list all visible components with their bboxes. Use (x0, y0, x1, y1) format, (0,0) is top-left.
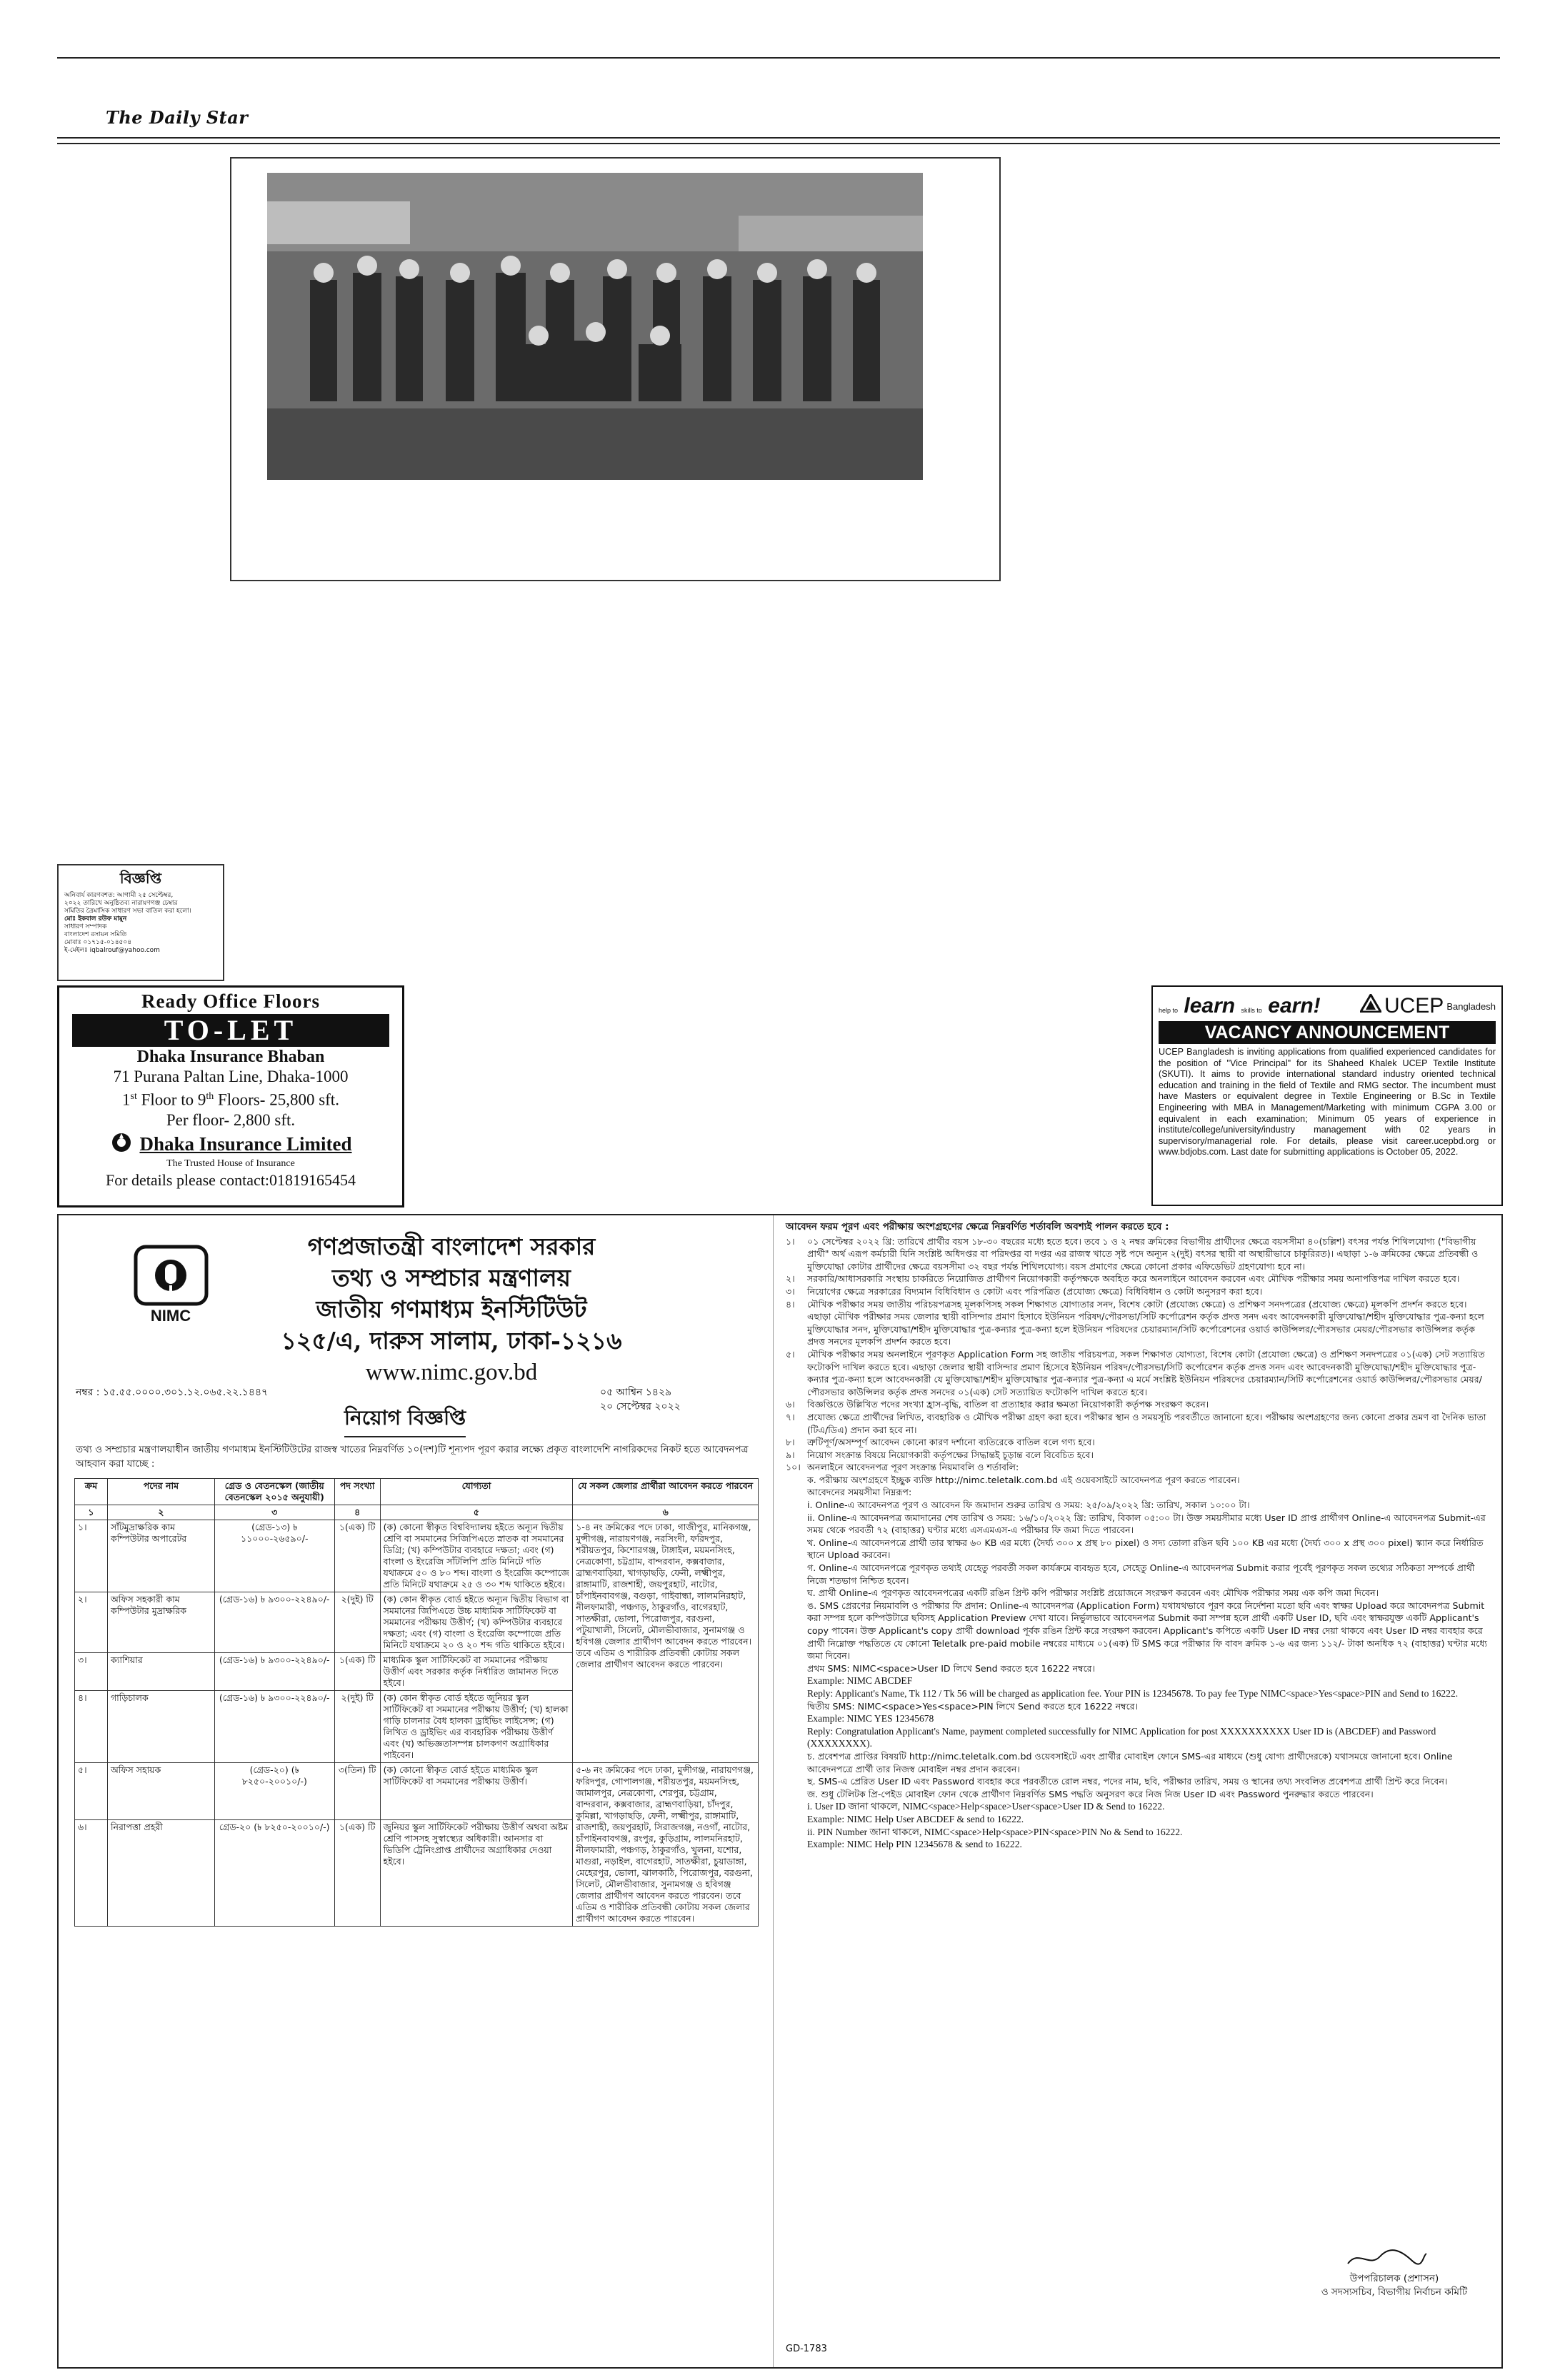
row-districts: ১-৪ নং ক্রমিকের পদে ঢাকা, গাজীপুর, মানিকগঞ্জ, মুন্সীগঞ্জ, নারায়ণগঞ্জ, নরসিংদী, ফরিদপুর, শরীয়তপুর, কিশোরগঞ্জ, টাঙ্গাইল, ময়মনসিংহ, নেত্রকোণা, চট্টগ্রাম, বান্দরবান, কক্সবাজার, ব্রাহ্মণবাড়িয়া, খাগড়াছড়ি, ফেনী, লক্ষ্মীপুর, রাঙ্গামাটি, রাজশাহী, জয়পুরহাট, নাটোর, চাঁপাইনবাবগঞ্জ, বগুড়া, গাইবান্ধা, লালমনিরহাট, নীলফামারী, পঞ্চগড়, ঠাকুরগাঁও, বাগেরহাট, সাতক্ষীরা, ভোলা, পিরোজপুর, বরগুনা, পটুয়াখালী, সিলেট, মৌলভীবাজার, সুনামগঞ্জ ও হবিগঞ্জ জেলার প্রার্থীগণ আবেদন করতে পারবেন। তবে এতিম ও শারীরিক প্রতিবন্ধী কোটায় সকল জেলার প্রার্থীগণ আবেদন করতে পারবেন। (573, 1520, 759, 1763)
ucep-header (1153, 987, 1501, 1018)
building-name: Dhaka Insurance Bhaban (136, 1048, 325, 1066)
tolet-banner: TO-LET (72, 1014, 389, 1047)
signatory-role: ও সদস্যসচিব, বিভাগীয় নির্বাচন কমিটি (1321, 2286, 1468, 2298)
column-index: ৫ (380, 1505, 573, 1520)
condition-item: ১। ০১ সেপ্টেম্বর ২০২২ খ্রি: তারিখে প্রার্থীর বয়স ১৮-৩০ বছরের মধ্যে হতে হবে। তবে ১ ও ২ নম্বর ক্রমিকের বিভাগীয় প্রার্থীদের ক্ষেত্রে বয়সসীমা ৪০(চল্লিশ) বৎসর পর্যন্ত শিথিলযোগ্য ("বিভাগীয় প্রার্থী" অর্থ এরূপ কর্মচারী যিনি সংশ্লিষ্ট অধিদপ্তর বা পরিদপ্তর বা দপ্তর এর রাজস্ব খাতে সৃষ্ট পদে অন্যূন ২(দুই) বৎসর স্থায়ী বা অস্থায়ীভাবে চাকুরিরত)। এছাড়া ১-৬ ক্রমিকের ক্ষেত্রে প্রতিবন্ধী ও মুক্তিযোদ্ধা কোটার প্রার্থীদের ক্ষেত্রে বয়সসীমা ৩২ বছর পর্যন্ত শিথিলযোগ্য। বয়স প্রমাণের ক্ষেত্রে কোনো প্রকার এফিডেভিট গ্রহণযোগ্য হবে না। (786, 1235, 1479, 1272)
table-header: পদ সংখ্যা (334, 1479, 380, 1505)
row-serial: ৬। (75, 1819, 108, 1926)
row-grade: গ্রেড-২০ (৳ ৮২৫০-২০০১০/-) (214, 1819, 334, 1926)
row-post: অফিস সহকারী কাম কম্পিউটার মুদ্রাক্ষরিক (107, 1592, 214, 1653)
short-notice-title: বিজ্ঞপ্তি (119, 870, 162, 887)
row-grade: (গ্রেড-১৬) ৳ ৯৩০০-২২৪৯০/- (214, 1592, 334, 1653)
online-instruction: আবেদনের সময়সীমা নিম্নরূপ: (807, 1487, 912, 1498)
short-notice-line: বাংলাদেশ রসায়ন সমিতি (64, 931, 127, 938)
floor-info: 1st Floor to 9th Floors- 25,800 sft. (122, 1090, 339, 1109)
circular-header (237, 1231, 666, 1388)
sms-example: Example: NIMC Help PIN 12345678 & send to 16222. (807, 1839, 1022, 1850)
signatory-title: উপপরিচালক (প্রশাসন) (1349, 2273, 1439, 2284)
row-qualification: মাধ্যমিক স্কুল সার্টিফিকেট বা সমমানের পরীক্ষায় উত্তীর্ণ এবং সরকার কর্তৃক নির্ধারিত জামানত দিতে হইবে। (380, 1653, 573, 1691)
sms-help: ii. PIN Number জানা থাকলে, NIMC<space>Help<space>PIN<space>PIN No & Send to 16222. (807, 1826, 1183, 1837)
column-index: ৬ (573, 1505, 759, 1520)
row-count: ১(এক) টি (334, 1520, 380, 1592)
triangle-logo-icon (1360, 994, 1381, 1018)
row-count: ২(দুই) টি (334, 1691, 380, 1763)
row-count: ১(এক) টি (334, 1819, 380, 1926)
short-notice-line: ই-মেইলঃ iqbalrouf@yahoo.com (64, 947, 160, 954)
table-row (75, 1763, 759, 1820)
table-header: যোগ্যতা (380, 1479, 573, 1505)
per-floor: Per floor- 2,800 sft. (166, 1110, 296, 1129)
column-index: ১ (75, 1505, 108, 1520)
column-index: ৩ (214, 1505, 334, 1520)
row-count: ৩(তিন) টি (334, 1763, 380, 1820)
online-instruction: ii. Online-এ আবেদনপত্র জমাদানের শেষ তারিখ ও সময়: ১৬/১০/২০২২ খ্রি: তারিখ, বিকাল ০৫:০০ টা। উক্ত সময়সীমার মধ্যে User ID প্রাপ্ত প্রার্থীগণ Online-এ আবেদনপত্র Submit-এর সময় থেকে পরবর্তী ৭২ (বাহাত্তর) ঘণ্টার মধ্যে এসএমএস-এ পরীক্ষার ফি জমা দিতে পারবেন। (807, 1512, 1486, 1536)
table-header: পদের নাম (107, 1479, 214, 1505)
table-header: ক্রম (75, 1479, 108, 1505)
row-count: ২(দুই) টি (334, 1592, 380, 1653)
photo-frame (230, 157, 1001, 581)
institute-website: www.nimc.gov.bd (365, 1360, 538, 1385)
row-serial: ১। (75, 1520, 108, 1592)
sms-reply: Reply: Applicant's Name, Tk 112 / Tk 56 will be charged as application fee. Your PIN is 12345678. To pay fee Type NIMC<space>Yes<space>PIN and Send to 16222. (807, 1687, 1459, 1699)
column-index: ২ (107, 1505, 214, 1520)
condition-item: ১০। অনলাইনে আবেদনপত্র পূরণ সংক্রান্ত নিয়মাবলি ও শর্তাবলি: (786, 1462, 1019, 1473)
signatory-block (1309, 2272, 1480, 2299)
contact-line: For details please contact:01819165454 (105, 1170, 356, 1189)
sms-example: Example: NIMC ABCDEF (807, 1675, 913, 1687)
nimc-circular (57, 1214, 1503, 2369)
online-instruction: জ. শুধু টেলিটক প্রি-পেইড মোবাইল ফোন থেকে প্রার্থীগণ নিম্নবর্ণিত SMS পদ্ধতি অনুসরণ করে নিজ নিজ User ID এবং Password পুনরুদ্ধার করতে পারবেন। (807, 1788, 1374, 1799)
condition-item: ৮। ত্রুটিপূর্ণ/অসম্পূর্ণ আবেদন কোনো কারণ দর্শানো ব্যতিরেকে বাতিল বলে গণ্য হবে। (786, 1437, 1095, 1448)
short-notice (57, 864, 224, 981)
row-post: ক্যাশিয়ার (107, 1653, 214, 1691)
table-header: গ্রেড ও বেতনস্কেল (জাতীয় বেতনস্কেল ২০১৫ অনুযায়ী) (214, 1479, 334, 1505)
company-name: Dhaka Insurance Limited (139, 1133, 352, 1155)
short-notice-line: ২০২২ তারিখে অনুষ্ঠিতব্য নারায়ণগঞ্জ চেম্বার (64, 900, 178, 907)
row-post: সাঁটমুদ্রাক্ষরিক কাম কম্পিউটার অপারেটর (107, 1520, 214, 1592)
online-instruction: ঘ. প্রার্থী Online-এ পূরণকৃত আবেদনপত্রের একটি রঙিন প্রিন্ট কপি পরীক্ষার সংশ্লিষ্ট প্রয়োজনে সংরক্ষণ করবেন এবং মৌখিক পরীক্ষার সময় এক কপি জমা দিবেন। (807, 1587, 1379, 1599)
online-instruction: i. Online-এ আবেদনপত্র পূরণ ও আবেদন ফি জমাদান শুরুর তারিখ ও সময়: ২৫/০৯/২০২২ খ্রি: তারিখ, সকাল ১০:০০ টা। (807, 1500, 1250, 1511)
row-serial: ৪। (75, 1691, 108, 1763)
row-serial: ২। (75, 1592, 108, 1653)
row-qualification: (ক) কোনো স্বীকৃত বিশ্ববিদ্যালয় হইতে অন্যূন দ্বিতীয় শ্রেণি বা সমমানের সিজিপিএতে স্নাতক বা সমমানের ডিগ্রি; (খ) কম্পিউটার ব্যবহারে দক্ষতা; এবং (গ) বাংলা ও ইংরেজি সাঁটলিপি প্রতি মিনিটে গতি যথাক্রমে ৫০ ও ৮০ শব্দ। বাংলা ও ইংরেজি কম্পোজে প্রতি মিনিটে যথাক্রমে ২৫ ও ৩০ শব্দ থাকিতে হইবে। (380, 1520, 573, 1592)
insurance-ad (57, 985, 404, 1207)
condition-item: ৩। নিয়োগের ক্ষেত্রে সরকারের বিদ্যমান বিধিবিধান ও কোটা এবং পরিপত্রিত (প্রযোজ্য ক্ষেত্রে) বিধিবিধান ও কোটা অনুসরণ করা হবে। (786, 1285, 1263, 1297)
building-address: 71 Purana Paltan Line, Dhaka-1000 (113, 1068, 349, 1085)
vacancy-table (74, 1478, 759, 1927)
event-photo (267, 173, 923, 480)
short-notice-line: অনিবার্য কারণবশত: আগামী ২৫ সেপ্টেম্বর, (64, 892, 174, 899)
ministry-title: তথ্য ও সম্প্রচার মন্ত্রণালয় (332, 1264, 571, 1292)
row-serial: ৩। (75, 1653, 108, 1691)
row-grade: (গ্রেড-১৬) ৳ ৯৩০০-২২৪৯০/- (214, 1653, 334, 1691)
ucep-ad (1151, 985, 1503, 1206)
company-tagline: The Trusted House of Insurance (166, 1158, 295, 1169)
short-notice-line: মোবাঃ ০১৭১৫-০১৪৫০৪ (64, 939, 132, 946)
nimc-logo (130, 1244, 212, 1326)
conditions-column (786, 1221, 1493, 1851)
condition-item: ৫। মৌখিক পরীক্ষার সময় অনলাইনে পূরণকৃত Application Form সহ জাতীয় পরিচয়পত্র, সকল শিক্ষাগত যোগ্যতা, বিশেষ কোটা (প্রযোজ্য ক্ষেত্রে) ও প্রশিক্ষণ সনদপত্রের ০১(এক) সেট সত্যায়িত ফটোকপি দাখিল করতে হবে। এছাড়া জেলার স্থায়ী বাসিন্দার প্রমাণ হিসেবে ইউনিয়ন পরিষদ/পৌরসভা/সিটি কর্পোরেশন কর্তৃক প্রদত্ত সনদ এবং আবেদনকারী মুক্তিযোদ্ধা/শহীদ মুক্তিযোদ্ধার পুত্র-কন্যার পুত্র-কন্যা হলে আবেদনকারী যে মুক্তিযোদ্ধা/শহীদ মুক্তিযোদ্ধার পুত্র-কন্যার পুত্র-কন্যা এ মর্মে সংশ্লিষ্ট ইউনিয়ন পরিষদের চেয়ারম্যান/সিটি কর্পোরেশনের ওয়ার্ড কাউন্সিলর/পৌরসভার মেয়র/পৌরসভার কাউন্সিলর কর্তৃক প্রদত্ত সনদের ০১(এক) সেট সত্যায়িত ফটোকপি দাখিল করতে হবে। (786, 1348, 1485, 1397)
vacancy-title: VACANCY ANNOUNCEMENT (1159, 1021, 1496, 1044)
govt-title: গণপ্রজাতন্ত্রী বাংলাদেশ সরকার (307, 1232, 596, 1260)
condition-item: ৬। বিজ্ঞপ্তিতে উল্লিখিত পদের সংখ্যা হ্রাস-বৃদ্ধি, বাতিল বা প্রত্যাহার করার ক্ষমতা নিয়োগকারী কর্তৃপক্ষ সংরক্ষণ করেন। (786, 1399, 1209, 1410)
signature (1344, 2248, 1430, 2269)
ucep-slogan: help to learn skills to earn! (1159, 994, 1321, 1018)
sms-help: i. User ID জানা থাকলে, NIMC<space>Help<space>User<space>User ID & Send to 16222. (807, 1801, 1165, 1812)
ad-headline: Ready Office Floors (141, 990, 320, 1012)
gd-number: GD-1783 (786, 2344, 827, 2354)
nimc-logo-text: NIMC (150, 1307, 191, 1325)
sms-reply: Reply: Congratulation Applicant's Name, payment completed successfully for NIMC Application for post XXXXXXXXXX User ID is (ABCDEF) and Password (XXXXXXXX). (807, 1725, 1436, 1749)
condition-item: ২। সরকারি/আধাসরকারি সংস্থায় চাকরিতে নিয়োজিত প্রার্থীগণ নিয়োগকারী কর্তৃপক্ষকে অবহিত করে অনলাইনে আবেদন করবেন এবং মৌখিক পরীক্ষার সময় অনাপত্তিপত্র দাখিল করতে হবে। (786, 1273, 1460, 1285)
column-divider (773, 1215, 774, 2367)
table-header: যে সকল জেলার প্রার্থীরা আবেদন করতে পারবেন (573, 1479, 759, 1505)
masthead-rule (57, 137, 1500, 139)
condition-item: ৯। নিয়োগ সংক্রান্ত বিষয়ে নিয়োগকারী কর্তৃপক্ষের সিদ্ধান্তই চূড়ান্ত বলে বিবেচিত হবে। (786, 1449, 1094, 1460)
table-row (75, 1520, 759, 1592)
memo-number: নম্বর : ১৫.৫৫.০০০০.৩০১.১২.০৬৫.২২.১৪৪৭ (76, 1387, 269, 1398)
table-header-row (75, 1479, 759, 1505)
date-english: ২০ সেপ্টেম্বর ২০২২ (600, 1401, 681, 1412)
row-qualification: জুনিয়র স্কুল সার্টিফিকেট পরীক্ষায় উত্তীর্ণ অথবা অষ্টম শ্রেণি পাসসহ সুস্বাস্থ্যের অধিকারী। আনসার বা ভিডিপি ট্রেনিংপ্রাপ্ত প্রার্থীদের অগ্রাধিকার দেওয়া হইবে। (380, 1819, 573, 1926)
online-instruction: ক. পরীক্ষায় অংশগ্রহণে ইচ্ছুক ব্যক্তি http://nimc.teletalk.com.bd এই ওয়েবসাইটে আবেদনপত্র পূরণ করতে পারবেন। (807, 1474, 1240, 1485)
date-bangla: ০৫ আশ্বিন ১৪২৯ (600, 1387, 672, 1398)
online-instruction: ছ. SMS-এ প্রেরিত User ID এবং Password ব্যবহার করে পরবর্তীতে রোল নম্বর, পদের নাম, ছবি, পরীক্ষার তারিখ, সময় ও স্থানের তথ্য সংবলিত প্রবেশপত্র প্রার্থী প্রিন্ট করে নিবেন। (807, 1776, 1448, 1787)
online-instruction: ঙ. SMS প্রেরণের নিয়মাবলি ও পরীক্ষার ফি প্রদান: Online-এ আবেদনপত্র (Application Form) যথাযথভাবে পূরণ করে নির্দেশনা মতো ছবি এবং স্বাক্ষর Upload করে আবেদনপত্র Submit করা সম্পন্ন হলে কম্পিউটারে ছবিসহ Application Preview দেখা যাবে। নির্ভুলভাবে আবেদনপত্র Submit করা সম্পন্ন হলে প্রার্থী একটি User ID, ছবি এবং স্বাক্ষরযুক্ত একটি Applicant's copy পাবেন। উক্ত Applicant's copy প্রার্থী download পূর্বক রঙিন প্রিন্ট করে সংরক্ষণ করবেন। Applicant's কপিতে একটি User ID নম্বর দেয়া থাকবে এবং User ID নম্বর ব্যবহার করে প্রার্থী নিম্নোক্ত পদ্ধতিতে যে কোনো Teletalk pre-paid mobile নম্বরের মাধ্যমে ০১(এক) টি SMS করে পরীক্ষার ফি বাবদ ক্রমিক ১-৬ এর জন্য ১১২/- টাকা অনধিক ৭২ (বাহাত্তর) ঘণ্টার মধ্যে জমা দিবেন। (807, 1600, 1488, 1662)
institute-address: ১২৫/এ, দারুস সালাম, ঢাকা-১২১৬ (281, 1327, 622, 1355)
notice-title: নিয়োগ বিজ্ঞপ্তি (344, 1402, 466, 1437)
online-instruction: দ্বিতীয় SMS: NIMC<space>Yes<space>PIN লিখে Send করতে হবে 16222 নম্বরে। (807, 1700, 1139, 1712)
masthead-rule-2 (57, 143, 1500, 144)
top-rule (57, 57, 1500, 59)
company-row (59, 1132, 402, 1157)
online-instruction: প্রথম SMS: NIMC<space>User ID লিখে Send করতে হবে 16222 নম্বরে। (807, 1662, 1096, 1674)
row-count: ১(এক) টি (334, 1653, 380, 1691)
sms-example: Example: NIMC Help User ABCDEF & send to 16222. (807, 1813, 1024, 1824)
row-serial: ৫। (75, 1763, 108, 1820)
row-qualification: (ক) কোনো স্বীকৃত বোর্ড হইতে মাধ্যমিক স্কুল সার্টিফিকেট বা সমমানের পরীক্ষায় উত্তীর্ণ। (380, 1763, 573, 1820)
institute-title: জাতীয় গণমাধ্যম ইনস্টিটিউট (316, 1295, 587, 1323)
row-post: নিরাপত্তা প্রহরী (107, 1819, 214, 1926)
ucep-brand: UCEP Bangladesh (1360, 994, 1496, 1018)
notice-intro: তথ্য ও সম্প্রচার মন্ত্রণালয়াধীন জাতীয় গণমাধ্যম ইনস্টিটিউটের রাজস্ব খাতের নিম্নবর্ণিত ১০(দশ)টি শূন্যপদ পূরণ করার লক্ষ্যে প্রকৃত বাংলাদেশি নাগরিকদের নিকট হতে আবেদনপত্র আহবান করা যাচ্ছে : (76, 1444, 749, 1470)
online-instruction: গ. Online-এ আবেদনপত্রে পূরণকৃত তথ্যই যেহেতু পরবর্তী সকল কার্যক্রমে ব্যবহৃত হবে, সেহেতু Online-এ আবেদনপত্র Submit করার পূর্বেই পূরণকৃত সকল তথ্যের সঠিকতা সম্পর্কে প্রার্থী নিজে শতভাগ নিশ্চিত হবেন। (807, 1562, 1475, 1586)
row-grade: (গ্রেড-২০) (৳ ৮২৫০-২০০১০/-) (214, 1763, 334, 1820)
row-post: অফিস সহায়ক (107, 1763, 214, 1820)
insurance-logo-icon (109, 1132, 134, 1157)
online-instruction: চ. প্রবেশপত্র প্রাপ্তির বিষয়টি http://nimc.teletalk.com.bd ওয়েবসাইটে এবং প্রার্থীর মোবাইল ফোনে SMS-এর মাধ্যমে (শুধু যোগ্য প্রার্থীদেরকে) যথাসময়ে জানানো হবে। Online আবেদনপত্রে প্রার্থী তার নিজস্ব মোবাইল নম্বর প্রদান করবেন। (807, 1750, 1453, 1774)
row-post: গাড়িচালক (107, 1691, 214, 1763)
short-notice-line: মোঃ ইকবাল রউফ মামুন (64, 915, 127, 923)
row-grade: (গ্রেড-১৬) ৳ ৯৩০০-২২৪৯০/- (214, 1691, 334, 1763)
row-qualification: (ক) কোন স্বীকৃত বোর্ড হইতে জুনিয়র স্কুল সার্টিফিকেট বা সমমানের পরীক্ষায় উত্তীর্ণ; (খ) হালকা গাড়ি চালনার বৈধ হালকা ড্রাইভিং লাইসেন্স; (গ) লিখিত ও ড্রাইভিং এর ব্যবহারিক পরীক্ষায় উত্তীর্ণ এবং (ঘ) অভিজ্ঞতাসম্পন্ন চালকগণ অগ্রাধিকার পাইবেন। (380, 1691, 573, 1763)
row-districts: ৫-৬ নং ক্রমিকের পদে ঢাকা, মুন্সীগঞ্জ, নারায়ণগঞ্জ, ফরিদপুর, গোপালগঞ্জ, শরীয়তপুর, ময়মনসিংহ, জামালপুর, নেত্রকোণা, শেরপুর, চট্টগ্রাম, বান্দরবান, কক্সবাজার, ব্রাহ্মণবাড়িয়া, চাঁদপুর, কুমিল্লা, খাগড়াছড়ি, ফেনী, লক্ষ্মীপুর, রাঙ্গামাটি, রাজশাহী, জয়পুরহাট, সিরাজগঞ্জ, নওগাঁ, নাটোর, চাঁপাইনবাবগঞ্জ, রংপুর, কুড়িগ্রাম, লালমনিরহাট, নীলফামারী, পঞ্চগড়, ঠাকুরগাঁও, খুলনা, যশোর, মাগুরা, নড়াইল, বাগেরহাট, সাতক্ষীরা, চুয়াডাঙ্গা, মেহেরপুর, ভোলা, ঝালকাঠি, পিরোজপুর, বরগুনা, সিলেট, মৌলভীবাজার, সুনামগঞ্জ ও হবিগঞ্জ জেলার প্রার্থীগণ আবেদন করতে পারবেন। তবে এতিম ও শারীরিক প্রতিবন্ধী কোটায় সকল জেলার প্রার্থীগণ আবেদন করতে পারবেন। (573, 1763, 759, 1927)
row-grade: (গ্রেড-১৩) ৳ ১১০০০-২৬৫৯০/- (214, 1520, 334, 1592)
condition-item: ৪। মৌখিক পরীক্ষার সময় জাতীয় পরিচয়পত্রসহ মূলকপিসহ সকল শিক্ষাগত যোগ্যতার সনদ, বিশেষ কোটা (প্রযোজ্য ক্ষেত্রে) ও প্রশিক্ষণ সনদপত্রের (প্রযোজ্য ক্ষেত্রে) মূলকপি প্রদর্শন করতে হবে। এছাড়া মৌখিক পরীক্ষার সময় জেলার স্থায়ী বাসিন্দার প্রমাণ হিসাবে ইউনিয়ন পরিষদ/পৌরসভা/সিটি কর্পোরেশন কর্তৃক প্রদত্ত সনদ এবং আবেদনকারী মুক্তিযোদ্ধা/শহীদ মুক্তিযোদ্ধার পুত্র-কন্যা হলে মুক্তিযোদ্ধার সনদ, মুক্তিযোদ্ধা/শহীদ মুক্তিযোদ্ধার পুত্র-কন্যার পুত্র-কন্যা হলে ইউনিয়ন পরিষদের চেয়ারম্যান/সিটি কর্পোরেশনের ওয়ার্ড কাউন্সিলর/পৌরসভার মেয়র/পৌরসভার কাউন্সিলর কর্তৃক প্রদত্ত সনদের মূলকপি প্রদর্শন করতে হবে। (786, 1298, 1484, 1347)
masthead: The Daily Star (106, 107, 249, 128)
column-index: ৪ (334, 1505, 380, 1520)
online-instruction: খ. Online-এ আবেদনপত্রে প্রার্থী তার স্বাক্ষর ৬০ KB এর মধ্যে (দৈর্ঘ্য ৩০০ x প্রস্থ ৮০ pixel) ও সদ্য তোলা রঙিন ছবি ১০০ KB এর মধ্যে (দৈর্ঘ্য ৩০০ x প্রস্থ ৩০০ pixel) স্ক্যান করে নির্ধারিত স্থানে Upload করবেন। (807, 1537, 1484, 1561)
short-notice-line: সাধারণ সম্পাদক (64, 923, 107, 930)
conditions-heading: আবেদন ফরম পূরণ এবং পরীক্ষায় অংশগ্রহণের ক্ষেত্রে নিম্নবর্ণিত শর্তাবলি অবশ্যই পালন করতে হবে : (786, 1221, 1169, 1232)
row-qualification: (ক) কোন স্বীকৃত বোর্ড হইতে অন্যূন দ্বিতীয় বিভাগ বা সমমানের জিপিএতে উচ্চ মাধ্যমিক সার্টিফিকেট বা সমমানের পরীক্ষায় উত্তীর্ণ; (খ) কম্পিউটার ব্যবহারে দক্ষতা; এবং (গ) বাংলা ও ইংরেজি কম্পোজে প্রতি মিনিটে যথাক্রমে ২০ ও ২০ শব্দ গতি থাকিতে হইবে। (380, 1592, 573, 1653)
short-notice-line: সমিতির ত্রৈমাসিক সাধারণ সভা বাতিল করা হলো। (64, 908, 191, 915)
vacancy-body: UCEP Bangladesh is inviting applications from qualified experienced candidates for the position of "Vice Principal" for its Shaheed Khalek UCEP Textile Institute (SKUTI). It aims to provide international standard industry oriented technical education and training in the field of Textile and RMG sector. The incumbent must have Masters or equivalent degree in Textile Engineering or B.Sc in Textile Engineering with MBA in Management/Marketing with minimum CGPA 3.00 or equivalent in each examination; Minimum 05 years of experience in institute/college/university/industry management with 02 years in supervisory/managerial role. For details, please visit career.ucepbd.org or www.bdjobs.com. Last date for submitting applications is October 05, 2022. (1159, 1047, 1496, 1158)
sms-example: Example: NIMC YES 12345678 (807, 1713, 934, 1724)
table-index-row (75, 1505, 759, 1520)
condition-item: ৭। প্রযোজ্য ক্ষেত্রে প্রার্থীদের লিখিত, ব্যবহারিক ও মৌখিক পরীক্ষা গ্রহণ করা হবে। পরীক্ষার স্থান ও সময়সূচি পরবর্তীতে জানানো হবে। পরীক্ষায় অংশগ্রহণের জন্য কোনো প্রকার ভ্রমণ বা দৈনিক ভাতা (টিএ/ডিএ) প্রদান করা হবে না। (786, 1411, 1486, 1435)
